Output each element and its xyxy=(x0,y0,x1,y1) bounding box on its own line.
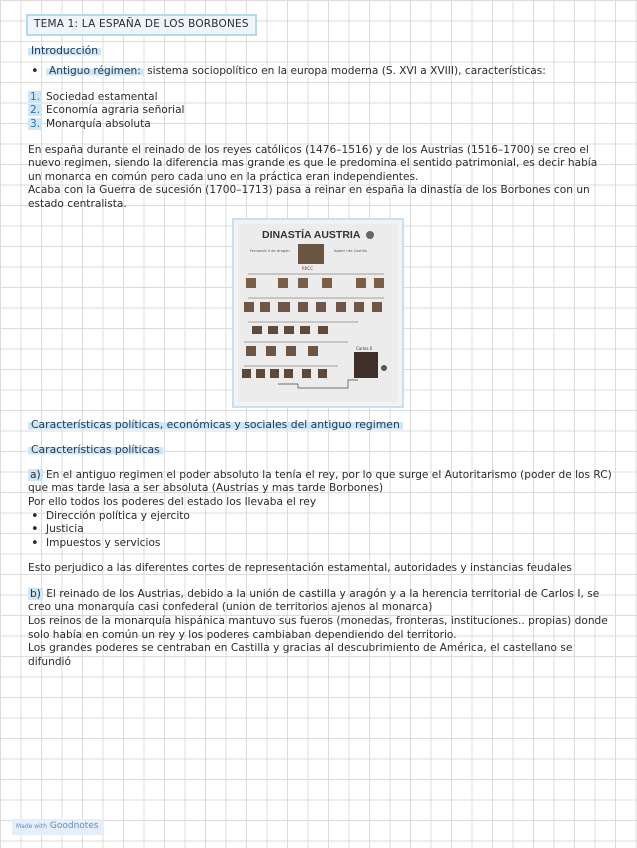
carlos-ii-label: Carlos II xyxy=(356,346,373,352)
generation-row-4 xyxy=(246,346,318,356)
image-title: DINASTÍA AUSTRIA xyxy=(238,224,398,243)
tree-branch xyxy=(278,380,358,388)
intro-heading: Introducción xyxy=(28,44,614,58)
list-item: 1. Sociedad estamental xyxy=(30,90,158,103)
point-b-paragraph: b) El reinado de los Austrias, debido a la unión de castilla y aragón y a la herencia territorial de Carlos I, se creo una monarquía casi confederal (union de territorios ajenos al monarca) xyxy=(28,587,600,614)
family-tree-image-wrap xyxy=(22,218,614,408)
expand-icon xyxy=(381,365,387,371)
point-a-line: Por ello todos los poderes del estado los llevaba el rey xyxy=(28,495,317,508)
goodnotes-watermark: Made with Goodnotes xyxy=(12,819,103,835)
generation-row-5 xyxy=(242,369,327,378)
generation-row-2 xyxy=(244,302,382,312)
info-icon xyxy=(366,231,374,239)
list-item: • Antiguo régimen: sistema sociopolítico en la europa moderna (S. XVI a XVIII), características: xyxy=(46,65,614,79)
family-tree-diagram xyxy=(238,242,390,390)
powers-list xyxy=(28,510,614,551)
portrait-carlos-ii xyxy=(354,352,378,378)
note-page xyxy=(28,14,614,669)
intro-paragraph: Acaba con la Guerra de sucesión (1700–1713) pasa a reinar en españa la dinastía de los Borbones con un estado centralista. xyxy=(28,184,590,210)
intro-bullet-list xyxy=(28,65,614,79)
couple-left-label: Fernando II de Aragón xyxy=(250,249,290,254)
list-item: 2. Economía agraria señorial xyxy=(30,104,185,117)
point-b-paragraph-2: Los reinos de la monarquía hispánica mantuvo sus fueros (monedas, fronteras, instituciones.. propias) donde solo había en común un rey y los poderes cambiaban dependiendo del territorio. xyxy=(28,615,608,641)
characteristics-list xyxy=(28,91,614,132)
rrcc-badge: RRCC xyxy=(302,266,313,272)
page-title: TEMA 1: LA ESPAÑA DE LOS BORBONES xyxy=(26,14,257,36)
couple-right-label: Isabel I de Castilla xyxy=(334,249,367,254)
point-a-conclusion: Esto perjudico a las diferentes cortes de representación estamental, autoridades y instancias feudales xyxy=(28,562,572,575)
intro-paragraph: En españa durante el reinado de los reyes católicos (1476–1516) y de los Austrias (1516–1700) se creo el nuevo regimen, siendo la diferencia mas grande es que le predomina el sentido patrimonial, es decir había un monarca en común pero cada uno en la práctica eran independientes. xyxy=(28,143,598,183)
list-item: • Justicia xyxy=(46,523,614,537)
point-b-paragraph-3: Los grandes poderes se centraban en Castilla y gracias al descubrimiento de América, el castellano se difundió xyxy=(28,642,573,668)
list-item: • Impuestos y servicios xyxy=(46,537,614,551)
family-tree-image[interactable] xyxy=(232,218,404,408)
list-item: • Dirección política y ejercito xyxy=(46,510,614,524)
section-heading: Características políticas, económicas y sociales del antiguo regimen xyxy=(28,418,614,432)
generation-row-1 xyxy=(246,278,384,288)
point-a-paragraph: a) En el antiguo regimen el poder absoluto la tenía el rey, por lo que surge el Autoritarismo (poder de los RC) que mas tarde lasa a ser absoluta (Austrias y mas tarde Borbones) xyxy=(28,468,612,495)
generation-row-3 xyxy=(252,326,328,334)
subsection-heading: Características políticas xyxy=(28,443,614,457)
list-item: 3. Monarquía absoluta xyxy=(30,117,151,130)
portrait-rrcc xyxy=(298,244,324,264)
